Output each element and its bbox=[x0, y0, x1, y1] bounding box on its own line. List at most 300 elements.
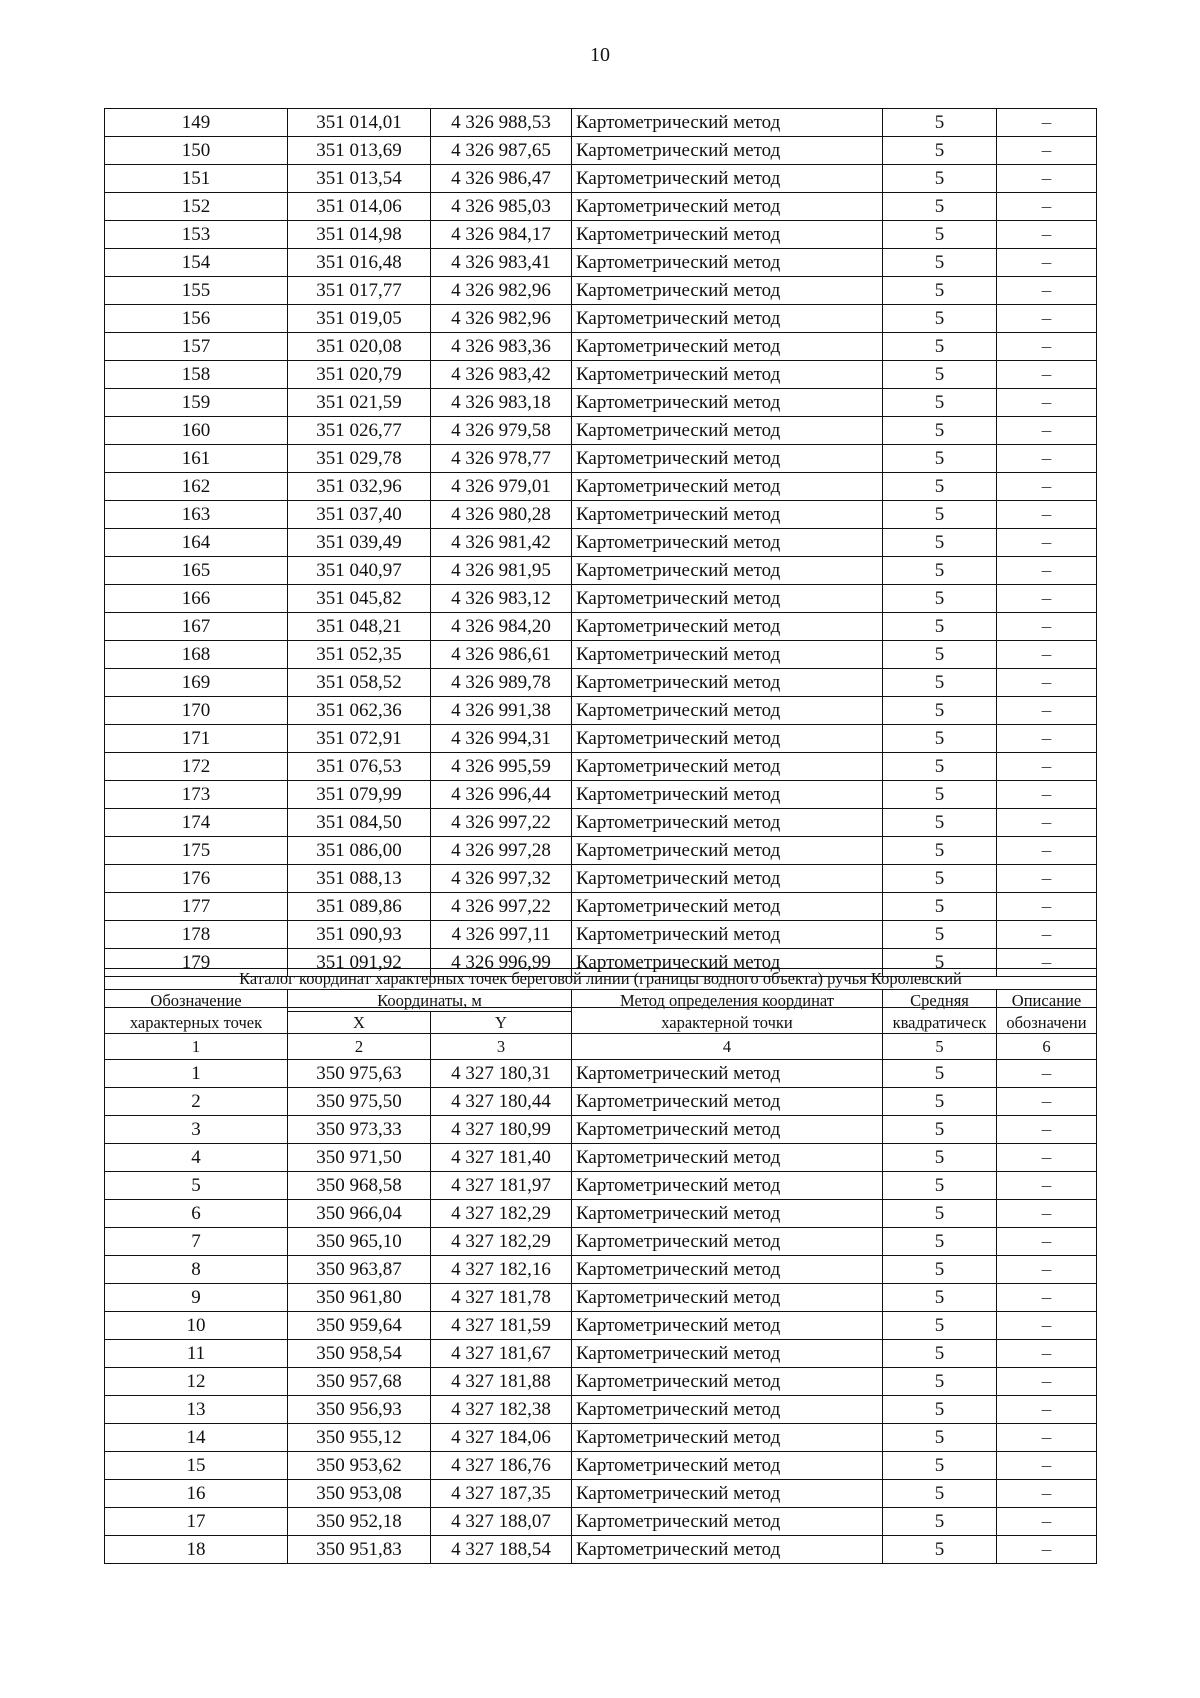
point-number: 1 bbox=[105, 1060, 288, 1088]
coordinate-x: 351 032,96 bbox=[288, 473, 431, 501]
table-row bbox=[105, 865, 1097, 893]
coordinate-y: 4 327 180,99 bbox=[431, 1116, 572, 1144]
table-row bbox=[105, 1340, 1097, 1368]
method-cell: Картометрический метод bbox=[572, 1284, 883, 1312]
point-number: 173 bbox=[105, 781, 288, 809]
method-cell: Картометрический метод bbox=[572, 361, 883, 389]
coordinate-x: 350 956,93 bbox=[288, 1396, 431, 1424]
description-cell: – bbox=[997, 1312, 1097, 1340]
column-number: 5 bbox=[883, 1034, 997, 1060]
coordinate-y: 4 326 978,77 bbox=[431, 445, 572, 473]
table-row bbox=[105, 1536, 1097, 1564]
catalog-title: Каталог координат характерных точек береговой линии (границы водного объекта) ручья Королевский bbox=[105, 969, 1097, 990]
description-cell: – bbox=[997, 585, 1097, 613]
method-cell: Картометрический метод bbox=[572, 417, 883, 445]
point-number: 159 bbox=[105, 389, 288, 417]
coordinate-x: 351 086,00 bbox=[288, 837, 431, 865]
coordinate-y: 4 326 997,32 bbox=[431, 865, 572, 893]
method-cell: Картометрический метод bbox=[572, 1312, 883, 1340]
method-cell: Картометрический метод bbox=[572, 137, 883, 165]
mse-cell: 5 bbox=[883, 1508, 997, 1536]
coordinate-y: 4 327 187,35 bbox=[431, 1480, 572, 1508]
point-number: 171 bbox=[105, 725, 288, 753]
coordinate-y: 4 326 981,42 bbox=[431, 529, 572, 557]
mse-cell: 5 bbox=[883, 1200, 997, 1228]
description-cell: – bbox=[997, 1144, 1097, 1172]
mse-cell: 5 bbox=[883, 1480, 997, 1508]
description-cell: – bbox=[997, 1060, 1097, 1088]
coordinate-y: 4 326 997,22 bbox=[431, 893, 572, 921]
coordinates-table-body bbox=[105, 1060, 1097, 1564]
point-number: 150 bbox=[105, 137, 288, 165]
header-coordinates: Координаты, м bbox=[288, 990, 572, 1012]
method-cell: Картометрический метод bbox=[572, 305, 883, 333]
mse-cell: 5 bbox=[883, 193, 997, 221]
description-cell: – bbox=[997, 921, 1097, 949]
header-mse: Средняя bbox=[883, 990, 997, 1012]
table-row bbox=[105, 193, 1097, 221]
table-row bbox=[105, 389, 1097, 417]
description-cell: – bbox=[997, 1368, 1097, 1396]
coordinate-x: 350 955,12 bbox=[288, 1424, 431, 1452]
point-number: 164 bbox=[105, 529, 288, 557]
mse-cell: 5 bbox=[883, 137, 997, 165]
table-row bbox=[105, 529, 1097, 557]
method-cell: Картометрический метод bbox=[572, 557, 883, 585]
description-cell: – bbox=[997, 473, 1097, 501]
table-row bbox=[105, 417, 1097, 445]
mse-cell: 5 bbox=[883, 865, 997, 893]
coordinate-y: 4 327 181,40 bbox=[431, 1144, 572, 1172]
mse-cell: 5 bbox=[883, 109, 997, 137]
description-cell: – bbox=[997, 193, 1097, 221]
coordinate-y: 4 326 996,99 bbox=[431, 949, 572, 977]
point-number: 3 bbox=[105, 1116, 288, 1144]
mse-cell: 5 bbox=[883, 557, 997, 585]
mse-cell: 5 bbox=[883, 1424, 997, 1452]
table-row bbox=[105, 1312, 1097, 1340]
coordinate-x: 350 965,10 bbox=[288, 1228, 431, 1256]
description-cell: – bbox=[997, 1088, 1097, 1116]
coordinate-x: 351 013,54 bbox=[288, 165, 431, 193]
table-row bbox=[105, 1144, 1097, 1172]
description-cell: – bbox=[997, 557, 1097, 585]
coordinate-x: 351 084,50 bbox=[288, 809, 431, 837]
coordinate-y: 4 326 981,95 bbox=[431, 557, 572, 585]
mse-cell: 5 bbox=[883, 445, 997, 473]
point-number: 177 bbox=[105, 893, 288, 921]
coordinate-y: 4 326 985,03 bbox=[431, 193, 572, 221]
method-cell: Картометрический метод bbox=[572, 109, 883, 137]
description-cell: – bbox=[997, 1200, 1097, 1228]
description-cell: – bbox=[997, 1284, 1097, 1312]
coordinate-x: 351 045,82 bbox=[288, 585, 431, 613]
point-number: 16 bbox=[105, 1480, 288, 1508]
table-row bbox=[105, 1256, 1097, 1284]
description-cell: – bbox=[997, 389, 1097, 417]
coordinate-x: 351 037,40 bbox=[288, 501, 431, 529]
coordinate-x: 350 975,50 bbox=[288, 1088, 431, 1116]
description-cell: – bbox=[997, 501, 1097, 529]
method-cell: Картометрический метод bbox=[572, 893, 883, 921]
table-row bbox=[105, 921, 1097, 949]
mse-cell: 5 bbox=[883, 1396, 997, 1424]
point-number: 175 bbox=[105, 837, 288, 865]
coordinate-y: 4 326 995,59 bbox=[431, 753, 572, 781]
mse-cell: 5 bbox=[883, 837, 997, 865]
point-number: 6 bbox=[105, 1200, 288, 1228]
point-number: 13 bbox=[105, 1396, 288, 1424]
method-cell: Картометрический метод bbox=[572, 1340, 883, 1368]
header-designation-cont: характерных точек bbox=[105, 1012, 288, 1034]
table-row bbox=[105, 1508, 1097, 1536]
mse-cell: 5 bbox=[883, 529, 997, 557]
mse-cell: 5 bbox=[883, 613, 997, 641]
coordinate-x: 350 957,68 bbox=[288, 1368, 431, 1396]
coordinate-y: 4 326 979,01 bbox=[431, 473, 572, 501]
coordinate-y: 4 326 983,12 bbox=[431, 585, 572, 613]
table-row bbox=[105, 1116, 1097, 1144]
mse-cell: 5 bbox=[883, 1116, 997, 1144]
coordinate-y: 4 326 986,61 bbox=[431, 641, 572, 669]
mse-cell: 5 bbox=[883, 949, 997, 977]
coordinates-catalog-table bbox=[104, 968, 1097, 1564]
method-cell: Картометрический метод bbox=[572, 333, 883, 361]
mse-cell: 5 bbox=[883, 473, 997, 501]
method-cell: Картометрический метод bbox=[572, 1368, 883, 1396]
table-row bbox=[105, 585, 1097, 613]
mse-cell: 5 bbox=[883, 417, 997, 445]
point-number: 160 bbox=[105, 417, 288, 445]
method-cell: Картометрический метод bbox=[572, 1396, 883, 1424]
point-number: 157 bbox=[105, 333, 288, 361]
method-cell: Картометрический метод bbox=[572, 1452, 883, 1480]
coordinates-table-continued bbox=[104, 108, 1097, 1008]
mse-cell: 5 bbox=[883, 921, 997, 949]
table-row bbox=[105, 809, 1097, 837]
point-number: 163 bbox=[105, 501, 288, 529]
method-cell: Картометрический метод bbox=[572, 473, 883, 501]
method-cell: Картометрический метод bbox=[572, 809, 883, 837]
point-number: 9 bbox=[105, 1284, 288, 1312]
coordinate-y: 4 327 182,16 bbox=[431, 1256, 572, 1284]
mse-cell: 5 bbox=[883, 809, 997, 837]
coordinate-x: 351 088,13 bbox=[288, 865, 431, 893]
mse-cell: 5 bbox=[883, 585, 997, 613]
table-row bbox=[105, 1228, 1097, 1256]
coordinate-x: 350 953,08 bbox=[288, 1480, 431, 1508]
coordinate-y: 4 326 982,96 bbox=[431, 305, 572, 333]
method-cell: Картометрический метод bbox=[572, 277, 883, 305]
mse-cell: 5 bbox=[883, 1368, 997, 1396]
table-row bbox=[105, 837, 1097, 865]
table-row bbox=[105, 1060, 1097, 1088]
coordinate-y: 4 326 997,22 bbox=[431, 809, 572, 837]
point-number: 17 bbox=[105, 1508, 288, 1536]
coordinate-x: 351 014,01 bbox=[288, 109, 431, 137]
mse-cell: 5 bbox=[883, 1312, 997, 1340]
coordinate-y: 4 326 983,18 bbox=[431, 389, 572, 417]
coordinate-x: 350 968,58 bbox=[288, 1172, 431, 1200]
coordinate-y: 4 327 186,76 bbox=[431, 1452, 572, 1480]
method-cell: Картометрический метод bbox=[572, 753, 883, 781]
coordinate-y: 4 327 182,29 bbox=[431, 1200, 572, 1228]
coordinate-y: 4 326 996,44 bbox=[431, 781, 572, 809]
method-cell: Картометрический метод bbox=[572, 389, 883, 417]
coordinate-y: 4 326 984,17 bbox=[431, 221, 572, 249]
point-number: 179 bbox=[105, 949, 288, 977]
point-number: 165 bbox=[105, 557, 288, 585]
method-cell: Картометрический метод bbox=[572, 1116, 883, 1144]
mse-cell: 5 bbox=[883, 1452, 997, 1480]
description-cell: – bbox=[997, 697, 1097, 725]
coordinate-x: 350 975,63 bbox=[288, 1060, 431, 1088]
column-number: 1 bbox=[105, 1034, 288, 1060]
header-description: Описание bbox=[997, 990, 1097, 1012]
coordinate-x: 351 062,36 bbox=[288, 697, 431, 725]
method-cell: Картометрический метод bbox=[572, 1508, 883, 1536]
coordinate-y: 4 327 188,07 bbox=[431, 1508, 572, 1536]
coordinate-x: 350 963,87 bbox=[288, 1256, 431, 1284]
description-cell: – bbox=[997, 137, 1097, 165]
coordinate-x: 350 966,04 bbox=[288, 1200, 431, 1228]
description-cell: – bbox=[997, 753, 1097, 781]
mse-cell: 5 bbox=[883, 305, 997, 333]
mse-cell: 5 bbox=[883, 1340, 997, 1368]
page-number: 10 bbox=[590, 44, 610, 66]
method-cell: Картометрический метод bbox=[572, 501, 883, 529]
coordinate-x: 350 959,64 bbox=[288, 1312, 431, 1340]
point-number: 15 bbox=[105, 1452, 288, 1480]
coordinate-x: 351 014,98 bbox=[288, 221, 431, 249]
mse-cell: 5 bbox=[883, 221, 997, 249]
method-cell: Картометрический метод bbox=[572, 249, 883, 277]
description-cell: – bbox=[997, 1508, 1097, 1536]
coordinate-y: 4 326 987,65 bbox=[431, 137, 572, 165]
point-number: 4 bbox=[105, 1144, 288, 1172]
coordinate-x: 351 013,69 bbox=[288, 137, 431, 165]
description-cell: – bbox=[997, 1116, 1097, 1144]
method-cell: Картометрический метод bbox=[572, 1088, 883, 1116]
point-number: 2 bbox=[105, 1088, 288, 1116]
description-cell: – bbox=[997, 1340, 1097, 1368]
table-row bbox=[105, 557, 1097, 585]
table-row bbox=[105, 697, 1097, 725]
method-cell: Картометрический метод bbox=[572, 1144, 883, 1172]
mse-cell: 5 bbox=[883, 781, 997, 809]
method-cell: Картометрический метод bbox=[572, 865, 883, 893]
method-cell: Картометрический метод bbox=[572, 1256, 883, 1284]
coordinate-x: 351 048,21 bbox=[288, 613, 431, 641]
description-cell: – bbox=[997, 249, 1097, 277]
method-cell: Картометрический метод bbox=[572, 445, 883, 473]
table-row bbox=[105, 109, 1097, 137]
description-cell: – bbox=[997, 109, 1097, 137]
coordinate-y: 4 327 180,44 bbox=[431, 1088, 572, 1116]
method-cell: Картометрический метод bbox=[572, 221, 883, 249]
coordinate-x: 351 052,35 bbox=[288, 641, 431, 669]
table-row bbox=[105, 333, 1097, 361]
table-row bbox=[105, 1424, 1097, 1452]
point-number: 178 bbox=[105, 921, 288, 949]
description-cell: – bbox=[997, 305, 1097, 333]
mse-cell: 5 bbox=[883, 249, 997, 277]
method-cell: Картометрический метод bbox=[572, 1424, 883, 1452]
coordinate-x: 351 017,77 bbox=[288, 277, 431, 305]
description-cell: – bbox=[997, 641, 1097, 669]
mse-cell: 5 bbox=[883, 641, 997, 669]
table-row bbox=[105, 1088, 1097, 1116]
coordinate-y: 4 326 989,78 bbox=[431, 669, 572, 697]
coordinate-y: 4 326 982,96 bbox=[431, 277, 572, 305]
table-row bbox=[105, 1368, 1097, 1396]
description-cell: – bbox=[997, 809, 1097, 837]
table-row bbox=[105, 165, 1097, 193]
coordinate-x: 351 019,05 bbox=[288, 305, 431, 333]
point-number: 174 bbox=[105, 809, 288, 837]
method-cell: Картометрический метод bbox=[572, 193, 883, 221]
coordinate-y: 4 326 986,47 bbox=[431, 165, 572, 193]
point-number: 11 bbox=[105, 1340, 288, 1368]
point-number: 7 bbox=[105, 1228, 288, 1256]
description-cell: – bbox=[997, 165, 1097, 193]
point-number: 172 bbox=[105, 753, 288, 781]
header-mse-cont: квадратическ bbox=[883, 1012, 997, 1034]
table-row bbox=[105, 893, 1097, 921]
table-row bbox=[105, 1200, 1097, 1228]
mse-cell: 5 bbox=[883, 1256, 997, 1284]
table-row bbox=[105, 1396, 1097, 1424]
method-cell: Картометрический метод bbox=[572, 669, 883, 697]
mse-cell: 5 bbox=[883, 1228, 997, 1256]
coordinate-y: 4 327 181,97 bbox=[431, 1172, 572, 1200]
description-cell: – bbox=[997, 1396, 1097, 1424]
coordinate-y: 4 327 184,06 bbox=[431, 1424, 572, 1452]
header-method-cont: характерной точки bbox=[572, 1012, 883, 1034]
method-cell: Картометрический метод bbox=[572, 585, 883, 613]
point-number: 153 bbox=[105, 221, 288, 249]
point-number: 158 bbox=[105, 361, 288, 389]
coordinate-x: 350 973,33 bbox=[288, 1116, 431, 1144]
coordinate-x: 351 091,92 bbox=[288, 949, 431, 977]
table-row bbox=[105, 753, 1097, 781]
method-cell: Картометрический метод bbox=[572, 1228, 883, 1256]
coordinate-y: 4 327 181,67 bbox=[431, 1340, 572, 1368]
point-number: 8 bbox=[105, 1256, 288, 1284]
mse-cell: 5 bbox=[883, 669, 997, 697]
coordinate-x: 350 953,62 bbox=[288, 1452, 431, 1480]
description-cell: – bbox=[997, 277, 1097, 305]
coordinate-x: 350 951,83 bbox=[288, 1536, 431, 1564]
coordinate-x: 351 076,53 bbox=[288, 753, 431, 781]
point-number: 155 bbox=[105, 277, 288, 305]
point-number: 5 bbox=[105, 1172, 288, 1200]
description-cell: – bbox=[997, 1256, 1097, 1284]
table-row bbox=[105, 1284, 1097, 1312]
mse-cell: 5 bbox=[883, 389, 997, 417]
table-row bbox=[105, 669, 1097, 697]
description-cell: – bbox=[997, 781, 1097, 809]
coordinate-y: 4 326 991,38 bbox=[431, 697, 572, 725]
description-cell: – bbox=[997, 865, 1097, 893]
method-cell: Картометрический метод bbox=[572, 613, 883, 641]
table-row bbox=[105, 137, 1097, 165]
table-row bbox=[105, 1452, 1097, 1480]
description-cell: – bbox=[997, 361, 1097, 389]
description-cell: – bbox=[997, 445, 1097, 473]
description-cell: – bbox=[997, 1480, 1097, 1508]
coordinate-y: 4 327 181,59 bbox=[431, 1312, 572, 1340]
point-number: 161 bbox=[105, 445, 288, 473]
table-row bbox=[105, 249, 1097, 277]
mse-cell: 5 bbox=[883, 893, 997, 921]
coordinate-x: 351 014,06 bbox=[288, 193, 431, 221]
coordinate-x: 351 026,77 bbox=[288, 417, 431, 445]
table-row bbox=[105, 613, 1097, 641]
description-cell: – bbox=[997, 669, 1097, 697]
column-number: 6 bbox=[997, 1034, 1097, 1060]
coordinate-y: 4 327 181,78 bbox=[431, 1284, 572, 1312]
description-cell: – bbox=[997, 221, 1097, 249]
mse-cell: 5 bbox=[883, 333, 997, 361]
mse-cell: 5 bbox=[883, 1536, 997, 1564]
description-cell: – bbox=[997, 1172, 1097, 1200]
description-cell: – bbox=[997, 333, 1097, 361]
point-number: 154 bbox=[105, 249, 288, 277]
coordinate-x: 350 958,54 bbox=[288, 1340, 431, 1368]
point-number: 149 bbox=[105, 109, 288, 137]
mse-cell: 5 bbox=[883, 277, 997, 305]
table-row bbox=[105, 445, 1097, 473]
coordinate-x: 351 029,78 bbox=[288, 445, 431, 473]
description-cell: – bbox=[997, 893, 1097, 921]
point-number: 156 bbox=[105, 305, 288, 333]
table-row bbox=[105, 1172, 1097, 1200]
table-row bbox=[105, 221, 1097, 249]
mse-cell: 5 bbox=[883, 753, 997, 781]
coordinate-y: 4 326 988,53 bbox=[431, 109, 572, 137]
method-cell: Картометрический метод bbox=[572, 725, 883, 753]
method-cell: Картометрический метод bbox=[572, 165, 883, 193]
coordinate-x: 350 952,18 bbox=[288, 1508, 431, 1536]
coordinate-x: 351 040,97 bbox=[288, 557, 431, 585]
table-row bbox=[105, 781, 1097, 809]
mse-cell: 5 bbox=[883, 361, 997, 389]
point-number: 152 bbox=[105, 193, 288, 221]
coordinate-x: 351 089,86 bbox=[288, 893, 431, 921]
coordinate-x: 351 039,49 bbox=[288, 529, 431, 557]
coordinate-y: 4 327 188,54 bbox=[431, 1536, 572, 1564]
coordinate-x: 351 020,79 bbox=[288, 361, 431, 389]
point-number: 18 bbox=[105, 1536, 288, 1564]
point-number: 14 bbox=[105, 1424, 288, 1452]
point-number: 176 bbox=[105, 865, 288, 893]
method-cell: Картометрический метод bbox=[572, 697, 883, 725]
table-row bbox=[105, 361, 1097, 389]
table-row bbox=[105, 277, 1097, 305]
method-cell: Картометрический метод bbox=[572, 529, 883, 557]
point-number: 12 bbox=[105, 1368, 288, 1396]
table-row bbox=[105, 305, 1097, 333]
header-method: Метод определения координат bbox=[572, 990, 883, 1012]
coordinate-x: 351 072,91 bbox=[288, 725, 431, 753]
coordinate-y: 4 326 983,36 bbox=[431, 333, 572, 361]
description-cell: – bbox=[997, 417, 1097, 445]
coordinate-y: 4 327 180,31 bbox=[431, 1060, 572, 1088]
point-number: 169 bbox=[105, 669, 288, 697]
coordinate-y: 4 326 979,58 bbox=[431, 417, 572, 445]
point-number: 151 bbox=[105, 165, 288, 193]
